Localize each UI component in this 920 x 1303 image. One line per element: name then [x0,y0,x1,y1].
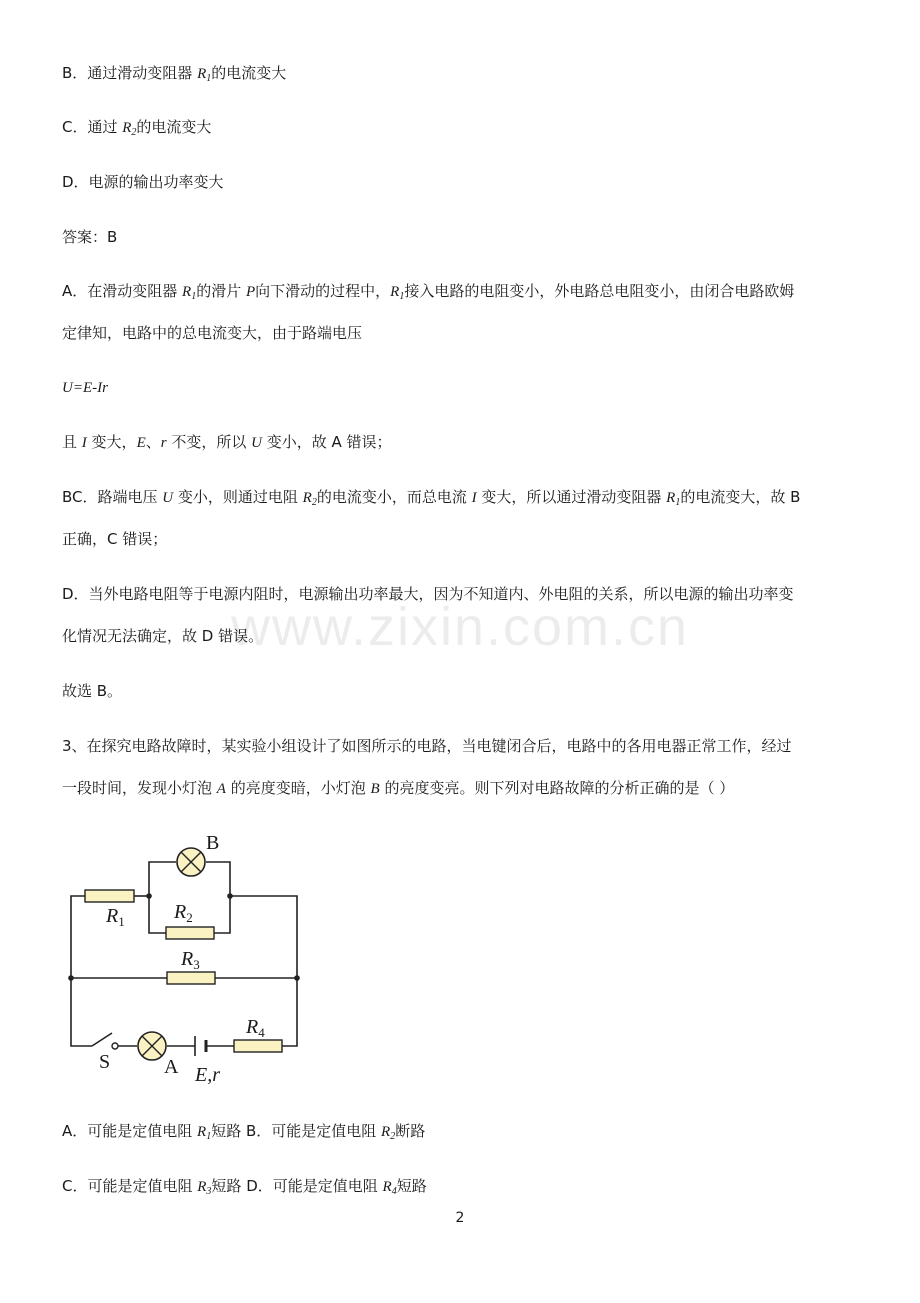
question-3-options-cd: C．可能是定值电阻 $R_3$短路 D．可能是定值电阻 $R_4$短路 [62,1177,427,1197]
source-label: E,r [195,1064,220,1086]
lamp-a-icon [138,1032,166,1060]
switch-label: S [99,1051,111,1073]
junction-dot [294,975,300,981]
lamp-b-label: B [206,832,220,854]
watermark: www.zixin.com.cn [230,597,690,657]
explanation-bc-line-1: BC．路端电压 U 变小，则通过电阻 $R_2$的电流变小，而总电流 I 变大，所以通过滑动变阻器 $R_1$的电流变大，故 B [62,488,801,508]
r2-label: $R_2$ [174,901,193,925]
battery-icon [195,1036,206,1056]
lamp-b-icon [177,848,205,876]
explanation-bc-line-2: 正确，C 错误； [62,530,168,548]
explanation-a-line-1: A．在滑动变阻器 $R_1$的滑片 P向下滑动的过程中，$R_1$接入电路的电阻变小，外电路总电阻变小，由闭合电路欧姆 [62,282,795,302]
question-3-options-ab: A．可能是定值电阻 $R_1$短路 B．可能是定值电阻 $R_2$断路 [62,1122,426,1142]
circuit-diagram [60,830,320,1092]
switch-icon [92,1033,118,1049]
explanation-a-line-3: 且 I 变大，E、r 不变，所以 U 变小，故 A 错误； [62,433,392,451]
explanation-a-line-2: 定律知，电路中的总电流变大，由于路端电压 [62,324,363,342]
conclusion-line: 故选 B。 [62,682,123,700]
question-3-line-1: 3、在探究电路故障时，某实验小组设计了如图所示的电路，当电键闭合后，电路中的各用电器正常工作，经过 [62,737,792,755]
option-b-text: B．通过滑动变阻器 $R_1$的电流变大 [62,64,287,84]
explanation-d-line-2: 化情况无法确定，故 D 错误。 [62,627,264,645]
resistor-r3 [167,972,215,984]
r1-label: $R_1$ [106,905,125,929]
page-number: 2 [455,1210,465,1226]
junction-dot [227,893,233,899]
resistor-r2 [166,927,214,939]
option-d-text: D．电源的输出功率变大 [62,173,224,191]
resistor-r1 [85,890,134,902]
formula-line: U=E-Ir [62,380,108,396]
question-3-line-2: 一段时间，发现小灯泡 A 的亮度变暗，小灯泡 B 的亮度变亮。则下列对电路故障的分析正确的是（ ） [62,779,735,797]
junction-dot [146,893,152,899]
r3-label: $R_3$ [181,948,200,972]
option-c-text: C．通过 $R_2$的电流变大 [62,118,212,138]
junction-dot [68,975,74,981]
explanation-d-line-1: D．当外电路电阻等于电源内阻时，电源输出功率最大，因为不知道内、外电阻的关系，所以电源的输出功率变 [62,585,794,603]
answer-line: 答案：B [62,228,118,246]
resistor-r4 [234,1040,282,1052]
r4-label: $R_4$ [246,1016,265,1040]
lamp-a-label: A [164,1056,179,1078]
